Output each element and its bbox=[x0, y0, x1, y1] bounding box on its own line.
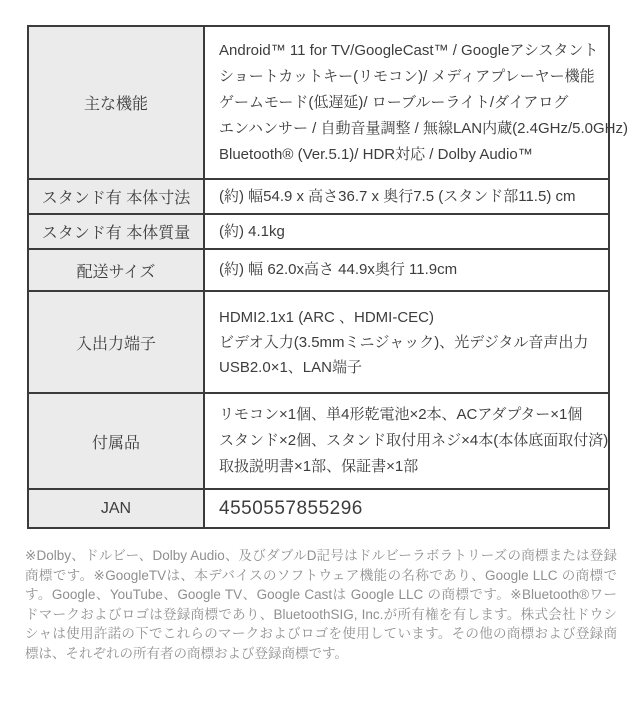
value-line: (約) 幅 62.0x高さ 44.9x奥行 11.9cm bbox=[219, 261, 458, 278]
row-value-main-features bbox=[205, 27, 640, 178]
value-line: ショートカットキー(リモコン)/ メディアプレーヤー機能 bbox=[219, 67, 595, 85]
value-line: ゲームモード(低遅延)/ ローブルーライト/ダイアログ bbox=[219, 93, 569, 111]
table-row-accessories bbox=[29, 394, 608, 490]
value-line: (約) 4.1kg bbox=[219, 222, 285, 240]
row-value-shipping-size bbox=[205, 250, 608, 290]
row-label-shipping-size: 配送サイズ bbox=[29, 250, 205, 290]
row-value-body-weight bbox=[205, 215, 608, 248]
row-value-io-ports bbox=[205, 292, 608, 392]
value-line: HDMI2.1x1 (ARC 、HDMI-CEC) bbox=[219, 308, 435, 326]
jan-code-value: 4550557855296 bbox=[219, 498, 363, 519]
row-label-jan-code: JAN bbox=[29, 490, 205, 527]
row-value-jan-code bbox=[205, 490, 608, 527]
table-row-jan-code bbox=[29, 490, 608, 527]
row-label-main-features: 主な機能 bbox=[29, 27, 205, 178]
table-row-body-weight bbox=[29, 215, 608, 250]
trademark-footnote: ※Dolby、ドルビー、Dolby Audio、及びダブルD記号はドルビーラボラトリーズの商標または登録商標です。※GoogleTVは、本デバイスのソフトウェア機能の名称であり、Google LLC の商標です。Google、YouTube、Google TV、Google Castは Google LLC の商標です。※Bluetooth®ワードマークおよびロゴは登録商標であり、BluetoothSIG, Inc.が所有権を有します。株式会社ドウシシャは使用許諾の下でこれらのマークおよびロゴを使用しています。その他の商標および登録商標は、それぞれの所有者の商標および登録商標です。 bbox=[25, 548, 617, 661]
value-line: スタンド×2個、スタンド取付用ネジ×4本(本体底面取付済) bbox=[219, 432, 609, 449]
row-value-body-dimensions bbox=[205, 180, 608, 213]
value-line: リモコン×1個、単4形乾電池×2本、ACアダプター×1個 bbox=[219, 406, 583, 423]
table-row-body-dimensions bbox=[29, 180, 608, 215]
row-label-body-dimensions: スタンド有 本体寸法 bbox=[29, 180, 205, 213]
table-row-main-features bbox=[29, 27, 628, 180]
value-line: Android™ 11 for TV/GoogleCast™ / Googleアシスタント bbox=[219, 41, 599, 59]
row-label-accessories: 付属品 bbox=[29, 394, 205, 488]
table-row-io-ports bbox=[29, 292, 608, 394]
spec-table bbox=[27, 25, 628, 529]
row-label-body-weight: スタンド有 本体質量 bbox=[29, 215, 205, 248]
value-line: USB2.0×1、LAN端子 bbox=[219, 358, 362, 376]
row-value-accessories bbox=[205, 394, 622, 488]
table-row-shipping-size bbox=[29, 250, 608, 292]
value-line: ビデオ入力(3.5mmミニジャック)、光デジタル音声出力 bbox=[219, 333, 589, 351]
value-line: エンハンサー / 自動音量調整 / 無線LAN内蔵(2.4GHz/5.0GHz) bbox=[219, 119, 628, 137]
value-line: Bluetooth® (Ver.5.1)/ HDR対応 / Dolby Audio™ bbox=[219, 145, 533, 163]
value-line: 取扱説明書×1部、保証書×1部 bbox=[219, 458, 419, 475]
row-label-io-ports: 入出力端子 bbox=[29, 292, 205, 392]
value-line: (約) 幅54.9 x 高さ36.7 x 奥行7.5 (スタンド部11.5) cm bbox=[219, 187, 576, 205]
